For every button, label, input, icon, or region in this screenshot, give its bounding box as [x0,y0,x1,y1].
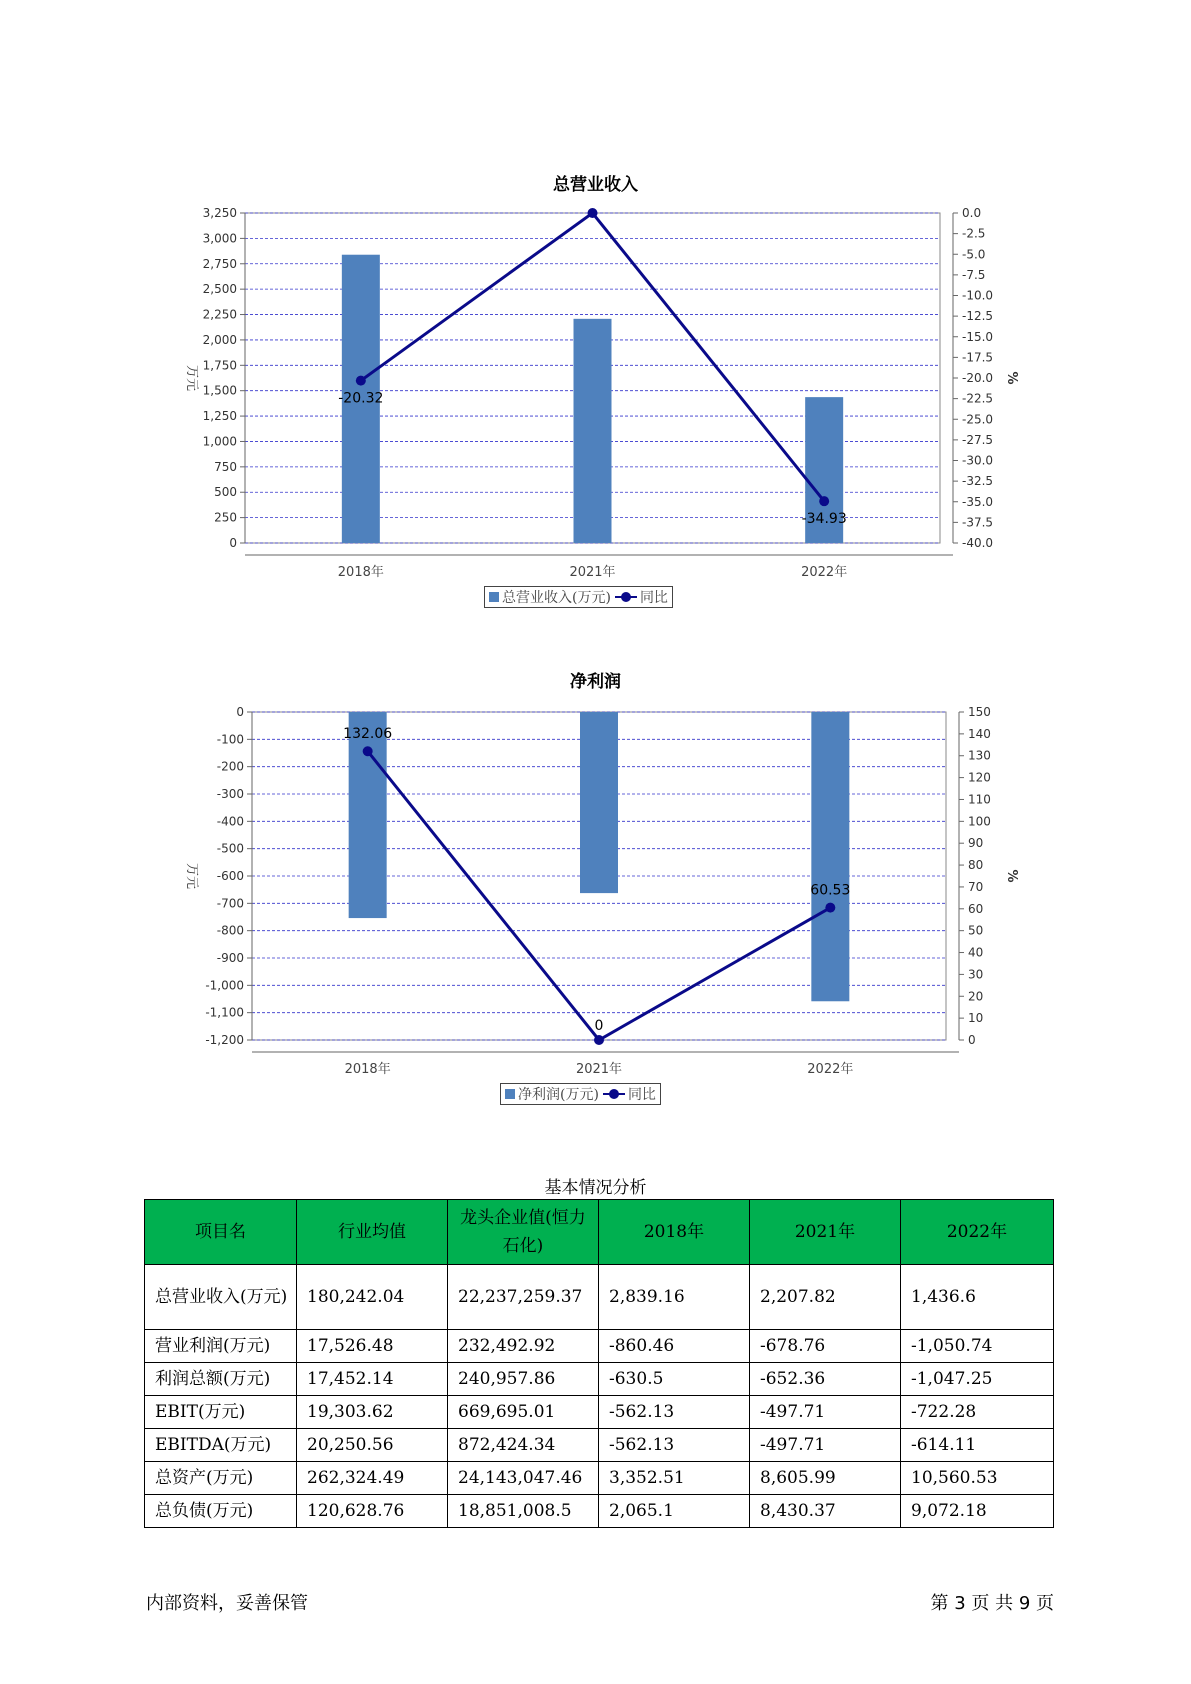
legend-bar-swatch [505,1089,515,1099]
header-2018: 2018年 [599,1200,750,1265]
y2-tick-label: 60 [968,901,984,916]
y-axis-label: 万元 [184,364,199,392]
y-tick-label: 0 [229,536,237,550]
y2-tick-label: -17.5 [962,350,994,365]
data-label: 60.53 [810,882,851,899]
y-tick-label: -100 [216,732,244,747]
table-cell: 180,242.04 [297,1265,448,1330]
y-tick-label: 250 [214,510,237,525]
table-row [145,1330,1054,1363]
yoy-point [588,208,598,218]
table-cell: -722.28 [901,1396,1054,1429]
yoy-point [825,903,835,913]
y-tick-label: 2,500 [202,282,237,297]
table-cell: 240,957.86 [448,1363,599,1396]
y2-tick-label: 80 [968,858,984,873]
table-row [145,1429,1054,1462]
table-cell: 3,352.51 [599,1462,750,1495]
y2-tick-label: -5.0 [962,247,986,262]
table-cell: -1,047.25 [901,1363,1054,1396]
yoy-point [363,746,373,756]
y2-tick-label: 20 [968,989,984,1004]
table-cell: -562.13 [599,1429,750,1462]
table-cell: 2,065.1 [599,1495,750,1528]
x-tick-label: 2022年 [801,565,848,580]
table-cell: -860.46 [599,1330,750,1363]
y2-tick-label: -20.0 [962,371,994,385]
bar-2021年 [574,319,612,543]
y-tick-label: -1,200 [205,1033,244,1047]
table-cell: 24,143,047.46 [448,1462,599,1495]
header-2021: 2021年 [750,1200,901,1265]
data-label: -20.32 [338,390,384,407]
y2-tick-label: -30.0 [962,453,994,468]
data-label: -34.93 [801,511,847,528]
chart2-net-profit [0,700,1191,1100]
table-cell: 22,237,259.37 [448,1265,599,1330]
y-tick-label: 500 [214,485,237,500]
y-tick-label: 2,750 [202,256,237,271]
table-cell: 120,628.76 [297,1495,448,1528]
y-tick-label: 3,250 [202,206,237,220]
y2-tick-label: 30 [968,967,984,982]
row-label: EBIT(万元) [145,1396,297,1429]
table-cell: 1,436.6 [901,1265,1054,1330]
legend-line-marker [615,592,637,602]
y2-tick-label: 110 [968,792,991,807]
chart2-legend [500,1083,661,1105]
table-cell: -630.5 [599,1363,750,1396]
legend-bar-swatch [489,592,499,602]
y2-tick-label: 130 [968,748,991,763]
table-cell: 232,492.92 [448,1330,599,1363]
header-item-name: 项目名 [145,1200,297,1265]
y2-axis-label: % [1004,869,1019,883]
table-cell: 20,250.56 [297,1429,448,1462]
chart1-legend [484,586,673,608]
table-row [145,1495,1054,1528]
y2-tick-label: -22.5 [962,391,994,406]
y-tick-label: 2,000 [202,332,237,347]
table-cell: 17,526.48 [297,1330,448,1363]
basic-analysis-table [144,1199,1054,1528]
y2-tick-label: 150 [968,705,991,719]
table-cell: -1,050.74 [901,1330,1054,1363]
y2-tick-label: 0.0 [962,206,982,220]
y-tick-label: 2,250 [202,307,237,322]
y-tick-label: -600 [216,869,244,883]
y-tick-label: -400 [216,814,244,829]
y2-tick-label: -10.0 [962,288,994,303]
table-cell: 10,560.53 [901,1462,1054,1495]
y-tick-label: 1,500 [202,383,237,398]
table-cell: 872,424.34 [448,1429,599,1462]
chart2-legend-bar-label: 净利润(万元) [518,1087,599,1103]
y-tick-label: -1,000 [205,978,244,993]
row-label: 利润总额(万元) [145,1363,297,1396]
y2-tick-label: 40 [968,945,984,960]
table-cell: -562.13 [599,1396,750,1429]
y2-tick-label: -40.0 [962,536,994,550]
y2-tick-label: 120 [968,770,991,785]
table-cell: 2,207.82 [750,1265,901,1330]
y2-tick-label: -2.5 [962,226,986,241]
y2-tick-label: -27.5 [962,432,994,447]
x-tick-label: 2021年 [575,1062,623,1077]
table-header-row [145,1200,1054,1265]
y-tick-label: -800 [216,923,244,938]
table-cell: 669,695.01 [448,1396,599,1429]
y2-tick-label: 10 [968,1011,984,1026]
y-tick-label: -200 [216,759,244,774]
header-leader-value: 龙头企业值(恒力石化) [448,1200,599,1265]
chart2-legend-line-label: 同比 [627,1087,656,1103]
y-tick-label: 0 [236,705,244,719]
table-row [145,1363,1054,1396]
y2-tick-label: 90 [968,836,984,851]
y2-tick-label: 100 [968,814,991,829]
x-tick-label: 2021年 [569,565,616,580]
y-tick-label: 1,750 [202,358,237,373]
table-caption: 基本情况分析 [544,1178,647,1198]
y2-axis-label: % [1004,371,1019,385]
table-cell: -497.71 [750,1396,901,1429]
table-row [145,1396,1054,1429]
header-2022: 2022年 [901,1200,1054,1265]
table-cell: 17,452.14 [297,1363,448,1396]
y2-tick-label: -25.0 [962,412,994,427]
table-cell: 8,605.99 [750,1462,901,1495]
y2-tick-label: -12.5 [962,309,994,324]
row-label: 总资产(万元) [145,1462,297,1495]
table-cell: -678.76 [750,1330,901,1363]
y-axis-label: 万元 [184,862,199,890]
row-label: 总负债(万元) [145,1495,297,1528]
y2-tick-label: -32.5 [962,474,994,489]
table-cell: 8,430.37 [750,1495,901,1528]
x-tick-label: 2022年 [807,1062,854,1077]
table-row [145,1462,1054,1495]
y-tick-label: 750 [214,459,237,474]
footer-confidential-note: 内部资料，妥善保管 [146,1593,308,1614]
y2-tick-label: 70 [968,879,984,894]
chart1-legend-bar-label: 总营业收入(万元) [502,590,611,606]
y-tick-label: 1,250 [202,409,237,424]
table-cell: 18,851,008.5 [448,1495,599,1528]
row-label: 总营业收入(万元) [145,1265,297,1330]
y2-tick-label: -35.0 [962,494,994,509]
row-label: 营业利润(万元) [145,1330,297,1363]
table-cell: -497.71 [750,1429,901,1462]
chart1-title: 总营业收入 [553,175,638,195]
y-tick-label: -500 [216,841,244,856]
legend-line-marker [603,1089,625,1099]
bar-2018年 [349,712,387,918]
table-cell: -652.36 [750,1363,901,1396]
table-cell: 262,324.49 [297,1462,448,1495]
row-label: EBITDA(万元) [145,1429,297,1462]
header-industry-avg: 行业均值 [297,1200,448,1265]
x-tick-label: 2018年 [337,565,384,580]
y2-tick-label: 0 [968,1033,976,1047]
y-tick-label: -900 [216,951,244,965]
y2-tick-label: 50 [968,923,984,938]
y-tick-label: -700 [216,896,244,911]
bar-2022年 [811,712,849,1001]
y-tick-label: -1,100 [205,1005,244,1020]
chart1-legend-line-label: 同比 [639,590,668,606]
y2-tick-label: -15.0 [962,329,994,344]
table-cell: -614.11 [901,1429,1054,1462]
table-cell: 19,303.62 [297,1396,448,1429]
yoy-point [356,376,366,386]
y-tick-label: 3,000 [202,231,237,246]
bar-2021年 [580,712,618,893]
chart2-title: 净利润 [570,672,621,692]
table-cell: 2,839.16 [599,1265,750,1330]
table-cell: 9,072.18 [901,1495,1054,1528]
table-row [145,1265,1054,1330]
y-tick-label: 1,000 [202,434,237,449]
data-label: 132.06 [343,726,393,743]
y-tick-label: -300 [216,787,244,801]
data-label: 0 [594,1018,604,1034]
yoy-point [594,1035,604,1045]
chart1-revenue [0,200,1191,600]
y2-tick-label: -7.5 [962,267,986,282]
footer-page-number: 第 3 页 共 9 页 [930,1593,1054,1614]
x-tick-label: 2018年 [344,1062,391,1077]
yoy-point [819,496,829,506]
y2-tick-label: 140 [968,726,991,741]
y2-tick-label: -37.5 [962,515,994,530]
